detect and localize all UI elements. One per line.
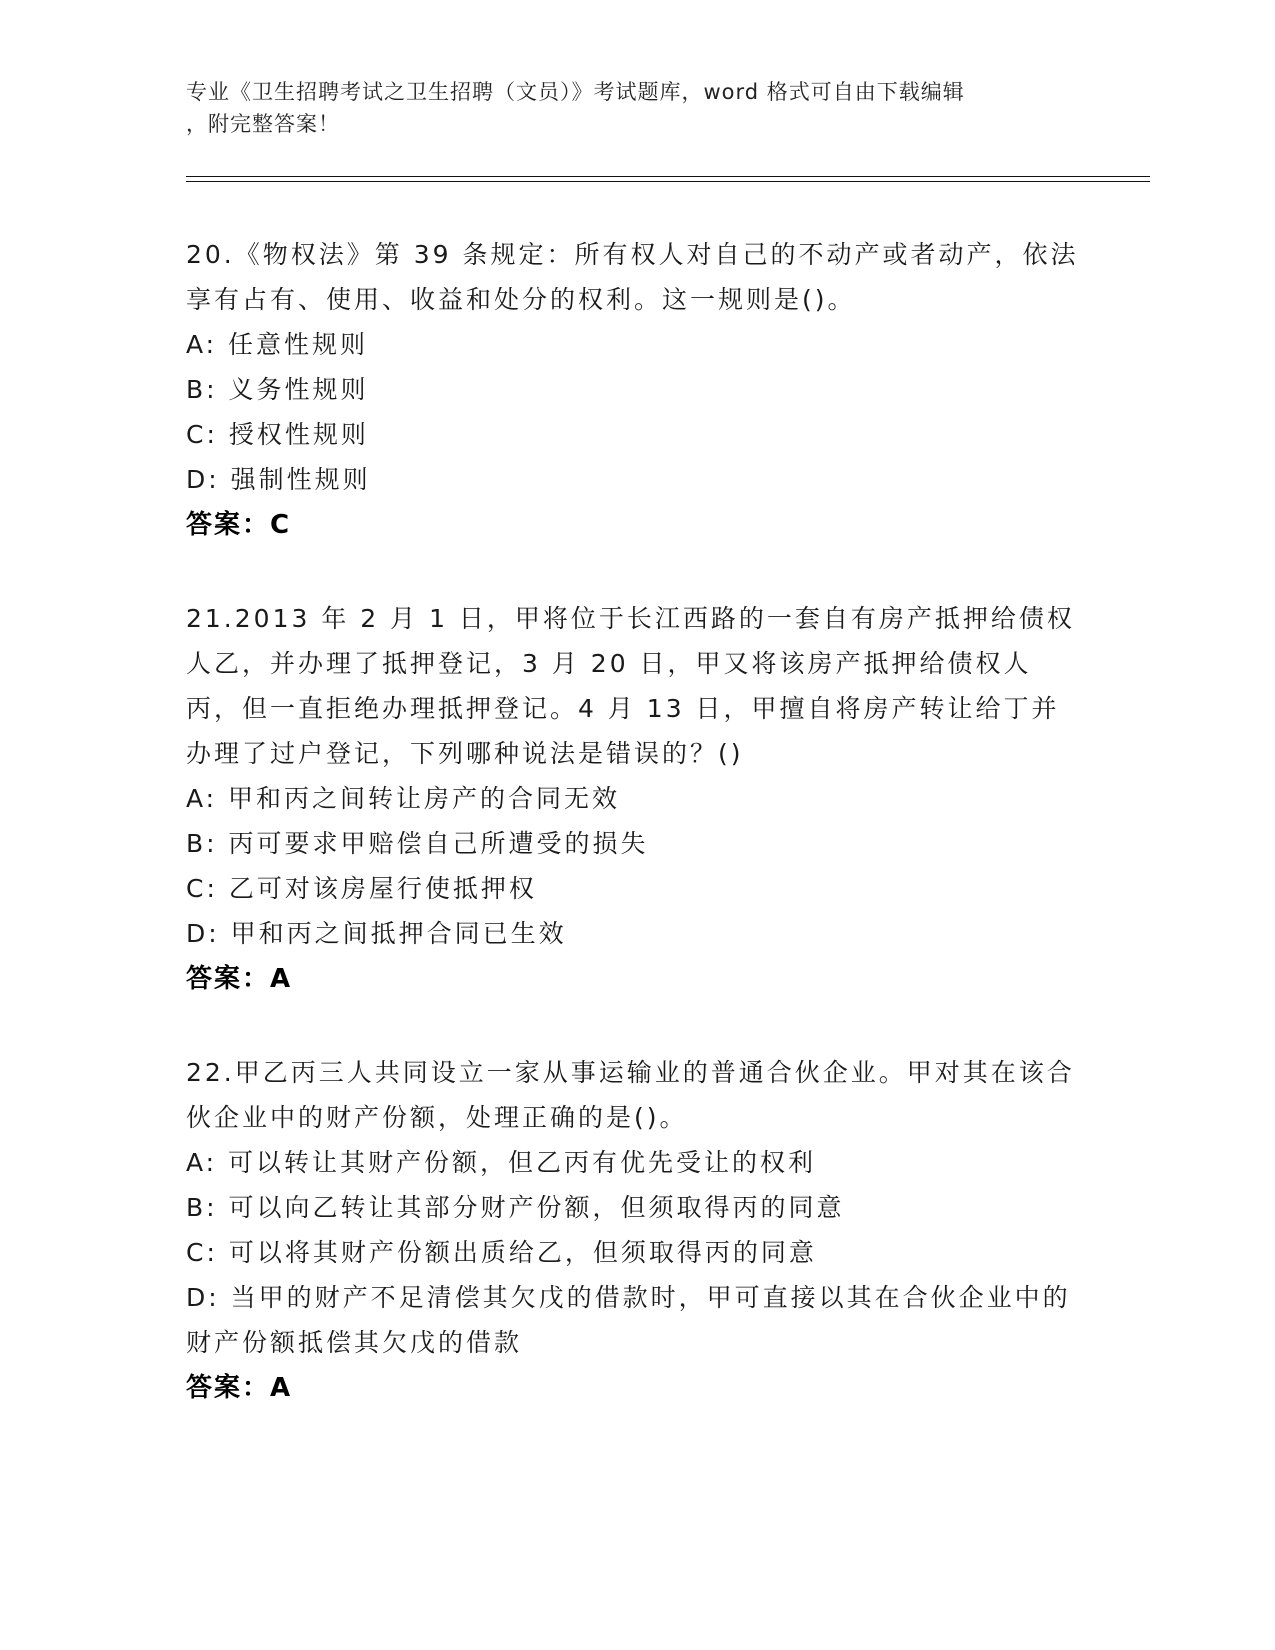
answer: 答案：A [186, 1373, 293, 1403]
option-a: A: 可以转让其财产份额，但乙丙有优先受让的权利 [186, 1148, 817, 1177]
option-c: C: 乙可对该房屋行使抵押权 [186, 874, 537, 903]
question-22 [186, 1050, 1086, 1411]
option-d: D: 强制性规则 [186, 465, 371, 494]
option-b: B: 义务性规则 [186, 375, 369, 404]
header-line-2: ，附完整答案！ [186, 112, 340, 136]
answer: 答案：C [186, 510, 292, 540]
option-b: B: 丙可要求甲赔偿自己所遭受的损失 [186, 829, 649, 858]
option-a: A: 任意性规则 [186, 330, 369, 359]
answer: 答案：A [186, 964, 293, 994]
question-stem: 22.甲乙丙三人共同设立一家从事运输业的普通合伙企业。甲对其在该合伙企业中的财产份额，处理正确的是()。 [186, 1058, 1075, 1132]
page-header [186, 76, 1066, 140]
question-stem: 21.2013 年 2 月 1 日，甲将位于长江西路的一套自有房产抵押给债权人乙，并办理了抵押登记，3 月 20 日，甲又将该房产抵押给债权人丙，但一直拒绝办理抵押登记。4 月 13 日，甲擅自将房产转让给丁并办理了过户登记，下列哪种说法是错误的？() [186, 604, 1075, 768]
option-a: A: 甲和丙之间转让房产的合同无效 [186, 784, 621, 813]
question-21 [186, 596, 1086, 1002]
option-c: C: 授权性规则 [186, 420, 369, 449]
option-b: B: 可以向乙转让其部分财产份额，但须取得丙的同意 [186, 1193, 845, 1222]
question-list [186, 232, 1086, 1459]
header-line-1: 专业《卫生招聘考试之卫生招聘（文员）》考试题库，word 格式可自由下载编辑 [186, 80, 965, 104]
question-20 [186, 232, 1086, 548]
header-divider [186, 176, 1150, 182]
option-d: D: 甲和丙之间抵押合同已生效 [186, 919, 567, 948]
option-d: D: 当甲的财产不足清偿其欠戊的借款时，甲可直接以其在合伙企业中的财产份额抵偿其欠戊的借款 [186, 1283, 1071, 1357]
question-stem: 20.《物权法》第 39 条规定：所有权人对自己的不动产或者动产，依法享有占有、使用、收益和处分的权利。这一规则是()。 [186, 240, 1079, 314]
option-c: C: 可以将其财产份额出质给乙，但须取得丙的同意 [186, 1238, 817, 1267]
